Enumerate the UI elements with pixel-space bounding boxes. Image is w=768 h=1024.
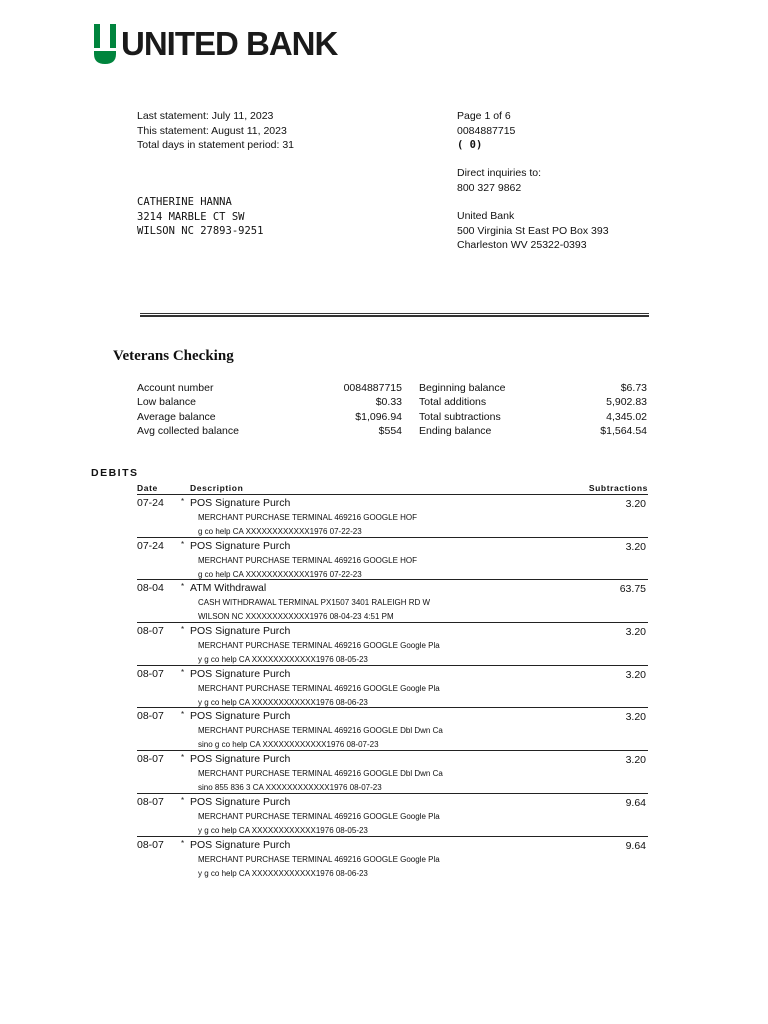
bank-name: UNITED BANK xyxy=(121,25,338,62)
txn-date: 08-07 xyxy=(137,753,164,766)
column-header-subtractions: Subtractions xyxy=(588,483,648,493)
debits-table xyxy=(137,495,648,879)
txn-detail-line: MERCHANT PURCHASE TERMINAL 469216 GOOGLE HOF xyxy=(198,555,418,565)
table-row xyxy=(137,794,648,837)
section-divider xyxy=(140,313,649,317)
bank-logo xyxy=(93,23,337,65)
txn-detail-line: sino g co help CA XXXXXXXXXXXX1976 08-07-23 xyxy=(198,740,379,750)
summary-label: Ending balance xyxy=(419,424,492,437)
table-row xyxy=(137,837,648,880)
txn-date: 08-07 xyxy=(137,625,164,638)
txn-date: 08-07 xyxy=(137,838,164,851)
customer-street: 3214 MARBLE CT SW xyxy=(137,210,245,223)
txn-description: POS Signature Purch xyxy=(190,667,291,680)
bank-address xyxy=(457,209,609,253)
bank-address-street: 500 Virginia St East PO Box 393 xyxy=(457,224,609,237)
txn-description: POS Signature Purch xyxy=(190,625,291,638)
txn-amount: 3.20 xyxy=(625,754,646,767)
summary-label: Average balance xyxy=(137,410,216,423)
summary-label: Low balance xyxy=(137,396,196,409)
customer-address xyxy=(137,195,263,239)
txn-amount: 3.20 xyxy=(625,626,646,639)
txn-amount: 63.75 xyxy=(619,583,646,596)
txn-description: POS Signature Purch xyxy=(190,795,291,808)
customer-name: CATHERINE HANNA xyxy=(137,196,232,208)
txn-description: ATM Withdrawal xyxy=(190,582,267,595)
txn-amount: 9.64 xyxy=(625,839,646,852)
statement-code: ( 0) xyxy=(457,139,483,151)
txn-detail-line: CASH WITHDRAWAL TERMINAL PX1507 3401 RALEIGH RD W xyxy=(198,598,431,608)
bank-address-name: United Bank xyxy=(457,210,515,222)
summary-value: $0.33 xyxy=(375,396,402,409)
txn-detail-line: WILSON NC XXXXXXXXXXXX1976 08-04-23 4:51 PM xyxy=(198,612,394,622)
txn-detail-line: MERCHANT PURCHASE TERMINAL 469216 GOOGLE HOF xyxy=(198,513,418,522)
debits-heading: DEBITS xyxy=(91,467,139,479)
summary-value: 0084887715 xyxy=(343,382,402,394)
this-statement: This statement: August 11, 2023 xyxy=(137,124,287,137)
table-row xyxy=(137,538,648,581)
inquiries-phone: 800 327 9862 xyxy=(457,181,522,194)
txn-date: 08-07 xyxy=(137,795,164,808)
statement-meta xyxy=(457,109,515,153)
summary-row xyxy=(137,381,647,395)
txn-detail-line: sino 855 836 3 CA XXXXXXXXXXXX1976 08-07-23 xyxy=(198,783,382,793)
txn-marker: * xyxy=(181,838,185,848)
txn-date: 08-07 xyxy=(137,667,164,680)
column-header-date: Date xyxy=(137,483,158,493)
summary-row xyxy=(137,395,647,409)
txn-marker: * xyxy=(181,667,185,677)
inquiries-block xyxy=(457,166,541,195)
txn-amount: 3.20 xyxy=(625,711,646,724)
statement-dates xyxy=(137,109,294,153)
table-row xyxy=(137,751,648,794)
txn-amount: 3.20 xyxy=(625,668,646,681)
account-title: Veterans Checking xyxy=(113,348,234,364)
summary-label: Avg collected balance xyxy=(137,424,239,437)
summary-row xyxy=(137,410,647,424)
txn-marker: * xyxy=(181,582,185,592)
summary-value: $6.73 xyxy=(620,382,647,394)
txn-description: POS Signature Purch xyxy=(190,497,291,509)
summary-label: Beginning balance xyxy=(419,382,506,394)
txn-description: POS Signature Purch xyxy=(190,710,291,723)
txn-marker: * xyxy=(181,710,185,720)
txn-detail-line: g co help CA XXXXXXXXXXXX1976 07-22-23 xyxy=(198,527,362,536)
txn-detail-line: y g co help CA XXXXXXXXXXXX1976 08-06-23 xyxy=(198,697,368,707)
summary-label: Account number xyxy=(137,382,214,394)
txn-date: 07-24 xyxy=(137,497,164,509)
txn-marker: * xyxy=(181,497,185,506)
txn-description: POS Signature Purch xyxy=(190,838,291,851)
summary-value: $1,564.54 xyxy=(600,424,647,437)
last-statement: Last statement: July 11, 2023 xyxy=(137,110,274,122)
txn-amount: 3.20 xyxy=(625,498,646,510)
txn-detail-line: MERCHANT PURCHASE TERMINAL 469216 GOOGLE Dbl Dwn Ca xyxy=(198,726,443,736)
txn-description: POS Signature Purch xyxy=(190,753,291,766)
inquiries-label: Direct inquiries to: xyxy=(457,167,542,179)
united-bank-logo-icon xyxy=(93,24,117,64)
summary-value: 5,902.83 xyxy=(606,396,647,409)
txn-amount: 9.64 xyxy=(625,796,646,809)
bank-address-city: Charleston WV 25322-0393 xyxy=(457,239,587,251)
txn-detail-line: MERCHANT PURCHASE TERMINAL 469216 GOOGLE Google Pla xyxy=(198,683,440,693)
txn-marker: * xyxy=(181,795,185,805)
customer-city: WILSON NC 27893-9251 xyxy=(137,225,264,237)
summary-label: Total subtractions xyxy=(419,410,501,423)
txn-detail-line: g co help CA XXXXXXXXXXXX1976 07-22-23 xyxy=(198,569,362,579)
summary-label: Total additions xyxy=(419,396,487,409)
column-header-description: Description xyxy=(190,483,244,493)
txn-detail-line: MERCHANT PURCHASE TERMINAL 469216 GOOGLE Google Pla xyxy=(198,641,440,651)
account-summary xyxy=(137,381,647,438)
txn-detail-line: y g co help CA XXXXXXXXXXXX1976 08-05-23 xyxy=(198,825,368,835)
account-reference: 0084887715 xyxy=(457,124,516,137)
debits-column-headers xyxy=(137,482,648,495)
total-days: Total days in statement period: 31 xyxy=(137,139,295,151)
summary-value: $1,096.94 xyxy=(355,410,402,423)
txn-marker: * xyxy=(181,625,185,635)
table-row xyxy=(137,708,648,751)
txn-description: POS Signature Purch xyxy=(190,539,291,552)
table-row xyxy=(137,623,648,666)
txn-detail-line: MERCHANT PURCHASE TERMINAL 469216 GOOGLE Dbl Dwn Ca xyxy=(198,769,443,779)
txn-amount: 3.20 xyxy=(625,540,646,553)
txn-date: 08-04 xyxy=(137,582,164,595)
table-row xyxy=(137,666,648,709)
table-row xyxy=(137,580,648,623)
txn-detail-line: MERCHANT PURCHASE TERMINAL 469216 GOOGLE Google Pla xyxy=(198,854,440,864)
table-row xyxy=(137,495,648,538)
summary-row xyxy=(137,424,647,438)
txn-marker: * xyxy=(181,539,185,549)
txn-date: 08-07 xyxy=(137,710,164,723)
txn-detail-line: y g co help CA XXXXXXXXXXXX1976 08-06-23 xyxy=(198,868,368,878)
page-number: Page 1 of 6 xyxy=(457,110,511,122)
txn-date: 07-24 xyxy=(137,539,164,552)
txn-detail-line: MERCHANT PURCHASE TERMINAL 469216 GOOGLE Google Pla xyxy=(198,811,440,821)
txn-detail-line: y g co help CA XXXXXXXXXXXX1976 08-05-23 xyxy=(198,655,368,665)
summary-value: $554 xyxy=(378,424,402,437)
summary-value: 4,345.02 xyxy=(606,410,647,423)
txn-marker: * xyxy=(181,753,185,763)
